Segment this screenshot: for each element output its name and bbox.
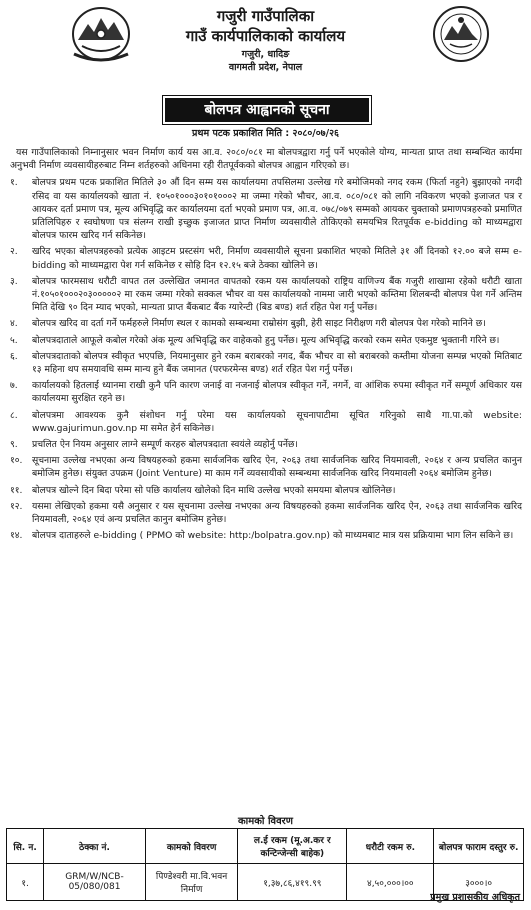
item-text: सूचनामा उल्लेख नभएका अन्य विषयहरुको हकमा सार्वजनिक खरिद ऐन, २०६३ तथा सार्वजनिक खरिद नियमावली, २०६४ र अन्य प्रचलित कानुन बमोजिम हुनेछ। संयुक्त उपक्रम (Joint Venture) मा काम गर्ने व्यवसायीको सम्बन्धमा सार्वजनिक खरिद नियमावली २०६४ बमोजिम हुनेछ। (32, 455, 522, 480)
item-number: १४. (10, 530, 23, 542)
list-item (10, 245, 522, 271)
signature-title: प्रमुख प्रशासकीय अधिकृत (430, 892, 520, 903)
office-location: गजुरी, धादिङ (241, 49, 290, 60)
item-text: प्रचलित ऐन नियम अनुसार लाग्ने सम्पूर्ण करहरु बोलपत्रदाता स्वयंले व्यहोर्नु पर्नेछ। (32, 439, 298, 451)
item-text: बोलपत्र फारमसाथ धरौटी वापत तल उल्लेखित जमानत वापतको रकम यस कार्यालयको राष्ट्रिय वाणिज्य बैंक गजुरी शाखामा रहेको धरौटी खाता नं.१०५०१०००२०३०००००२ मा रकम जम्मा गरेको सक्कल भौचर वा यस कार्यालयको नाममा जारी भएको कम्तिमा शिलबन्दी बोलपत्र पेश गर्ने अन्तिम मिति देखि ९० दिन म्याद भएको, मान्यता प्राप्त बैंकबाट बैंक ग्यारेन्टी (बिड बण्ड) शर्त रहित पेश गर्नु पर्नेछ। (32, 275, 522, 314)
item-number: १२. (10, 500, 23, 512)
item-text: बोलपत्र खोल्ने दिन बिदा परेमा सो पछि कार्यालय खोलेको दिन माथि उल्लेख भएको समयमा बोलपत्र खोलिनेछ। (32, 484, 396, 496)
column-header: धरौटी रकम रु. (347, 829, 434, 864)
item-number: ८. (10, 409, 18, 421)
notice-title-banner: बोलपत्र आह्वानको सूचना (165, 98, 369, 122)
notice-body (10, 146, 522, 545)
item-text: खरिद भएका बोलपत्रहरुको प्रत्येक आइटम प्रस्टसंग भरी, निर्माण व्यवसायीले सूचना प्रकाशित भएको मितिले ३१ औं दिनको १२.०० बजे सम्म e-bidding को माध्यमद्वारा पेश गर्न सकिनेछ र सोहि दिन १२.१५ बजे ठेक्का खोलिने छ। (32, 246, 522, 271)
column-header: कामको विवरण (145, 829, 238, 864)
list-item (10, 379, 522, 405)
list-item (10, 438, 522, 451)
column-header: ल.ई रकम (मू.अ.कर र कन्टिन्जेन्सी बाहेक) (238, 829, 347, 864)
municipality-name: गजुरी गाउँपालिका (216, 7, 315, 25)
office-name: गाउँ कार्यपालिकाको कार्यालय (185, 27, 346, 45)
list-item (10, 176, 522, 242)
publish-date: प्रथम पटक प्रकाशित मिति : २०८०/०७/२६ (192, 128, 339, 139)
list-item (10, 317, 522, 330)
list-item (10, 409, 522, 435)
item-text: बोलपत्र खरिद वा दर्ता गर्ने फर्महरुले निर्माण स्थल र कामको सम्बन्धमा राम्रोसंग बुझी, हेरी साइट निरीक्षण गरी बोलपत्र पेश गरेको मानिने छ। (32, 318, 486, 330)
cell-estimate: १,३७,८६,४१९.९९ (238, 864, 347, 901)
table-header-row (7, 829, 524, 864)
list-item (10, 529, 522, 542)
item-number: ४. (10, 318, 18, 330)
cell-contract-no: GRM/W/NCB-05/080/081 (44, 864, 146, 901)
column-header: ठेक्का नं. (44, 829, 146, 864)
item-number: ९. (10, 439, 18, 451)
item-text: यसमा लेखिएको हकमा यसै अनुसार र यस सूचनामा उल्लेख नभएका अन्य विषयहरुको हकमा सार्वजनिक खरिद ऐन, २०६३ तथा सार्वजनिक खरिद नियमावली, २०६४ एवं अन्य प्रचलित कानुन बमोजिम हुनेछ। (32, 500, 522, 526)
item-number: १. (10, 177, 18, 189)
intro-paragraph: यस गाउँपालिकाको निम्नानुसार भवन निर्माण कार्य यस आ.व. २०८०/०८१ मा बोलपत्रद्वारा गर्नु पर्ने भएकोले योग्य, मान्यता प्राप्त तथा सम्बन्धित कार्यमा अनुभवी निर्माण व्यवसायीहरुबाट निम्न शर्तहरुको अधिनमा रही रीतपूर्वकको बोलपत्र आह्वान गरिएको छ। (10, 147, 522, 172)
column-header: बोलपत्र फाराम दस्तुर रु. (434, 829, 524, 864)
list-item (10, 500, 522, 526)
item-text: कार्यालयको हितलाई ध्यानमा राखी कुनै पनि कारण जनाई वा नजनाई बोलपत्र स्वीकृत गर्ने, नगर्ने, वा आंशिक रुपमा स्वीकृत गर्ने सम्पूर्ण अधिकार यस कार्यालयमा सुरक्षित रहने छ। (32, 380, 522, 405)
work-table-title: कामको विवरण (237, 816, 294, 827)
item-number: ६. (10, 350, 18, 362)
item-text: बोलपत्र दाताहरुले e-bidding ( PPMO को website: http:/bolpatra.gov.np) को माध्यमबाट मात्र यस प्रक्रियामा भाग लिन सकिने छ। (32, 530, 514, 542)
item-number: १०. (10, 455, 23, 467)
item-number: ५. (10, 334, 18, 346)
list-item (10, 454, 522, 480)
item-text: बोलपत्रदाताले आफूले कबोल गरेको अंक मूल्य अभिवृद्धि कर वाहेकको हुनु पर्नेछ। मूल्य अभिवृद्धि करको रकम समेत एकमुष्ट भुक्तानी गरिने छ। (32, 334, 500, 346)
column-header: सि. न. (7, 829, 44, 864)
cell-sn: १. (7, 864, 44, 901)
item-number: ३. (10, 275, 18, 287)
list-item (10, 484, 522, 497)
cell-description: पिण्डेश्वरी मा.वि.भवन निर्माण (145, 864, 238, 901)
item-number: ७. (10, 380, 18, 392)
office-province: वागमती प्रदेश, नेपाल (228, 62, 303, 73)
item-text: बोलपत्र प्रथम पटक प्रकाशित मितिले ३० औं दिन सम्म यस कार्यालयमा तपसिलमा उल्लेख गरे बमोजिमको नगद रकम (फिर्ता नहुने) बुझाएको नगदी रसिद वा यस कार्यालयको खाता नं. १०५०१०००३०१०१०००२ मा जम्मा गरेको भौचर, आ.व. ०८०/०८१ को लागि नविकरण भएको इजाजत पत्र र आयकर दर्ता प्रमाण पत्र, मूल्य अभिवृद्धि कर कार्यालयमा दर्ता भएको प्रमाण पत्र, आ.व. ०७८/०७९ सम्मको आयकर चुक्ताको प्रमाणपत्रहरुको प्रमाणित प्रतिलिपिहरु र स्वघोषणा पत्र संलग्न राखी इच्छुक इजाजत प्राप्त निर्माण व्यवसायीले तोकिएको समयभित्र रितपूर्वक e-bidding को माध्यमद्वारा बोलपत्र फारम खरिद गर्न सकिनेछ। (32, 177, 522, 242)
cell-fee: ३०००।० (434, 864, 524, 901)
letterhead (0, 0, 531, 96)
cell-deposit: ४,५०,०००।०० (347, 864, 434, 901)
item-text: बोलपत्रदाताको बोलपत्र स्वीकृत भएपछि, नियमानुसार हुने रकम बराबरको नगद, बैंक भौचर वा सो बराबरको कम्तीमा योजना सम्पन्न भएको मितिबाट १३ महिना थप समयावधि सम्म मान्य हुने बैंक जमानत (परफरमेन्स बण्ड) शर्त रहित पेश गर्नु पर्नेछ। (32, 350, 522, 376)
list-item (10, 350, 522, 376)
item-number: २. (10, 246, 18, 258)
item-text: बोलपत्रमा आवश्यक कुनै संशोधन गर्नु परेमा यस कार्यालयको सूचनापाटीमा सूचित गरिनुको साथै गा.पा.को website: www.gajurimun.gov.np मा समेत हेर्न सकिनेछ। (32, 409, 522, 434)
item-number: ११. (10, 484, 23, 496)
list-item (10, 275, 522, 315)
list-item (10, 334, 522, 347)
